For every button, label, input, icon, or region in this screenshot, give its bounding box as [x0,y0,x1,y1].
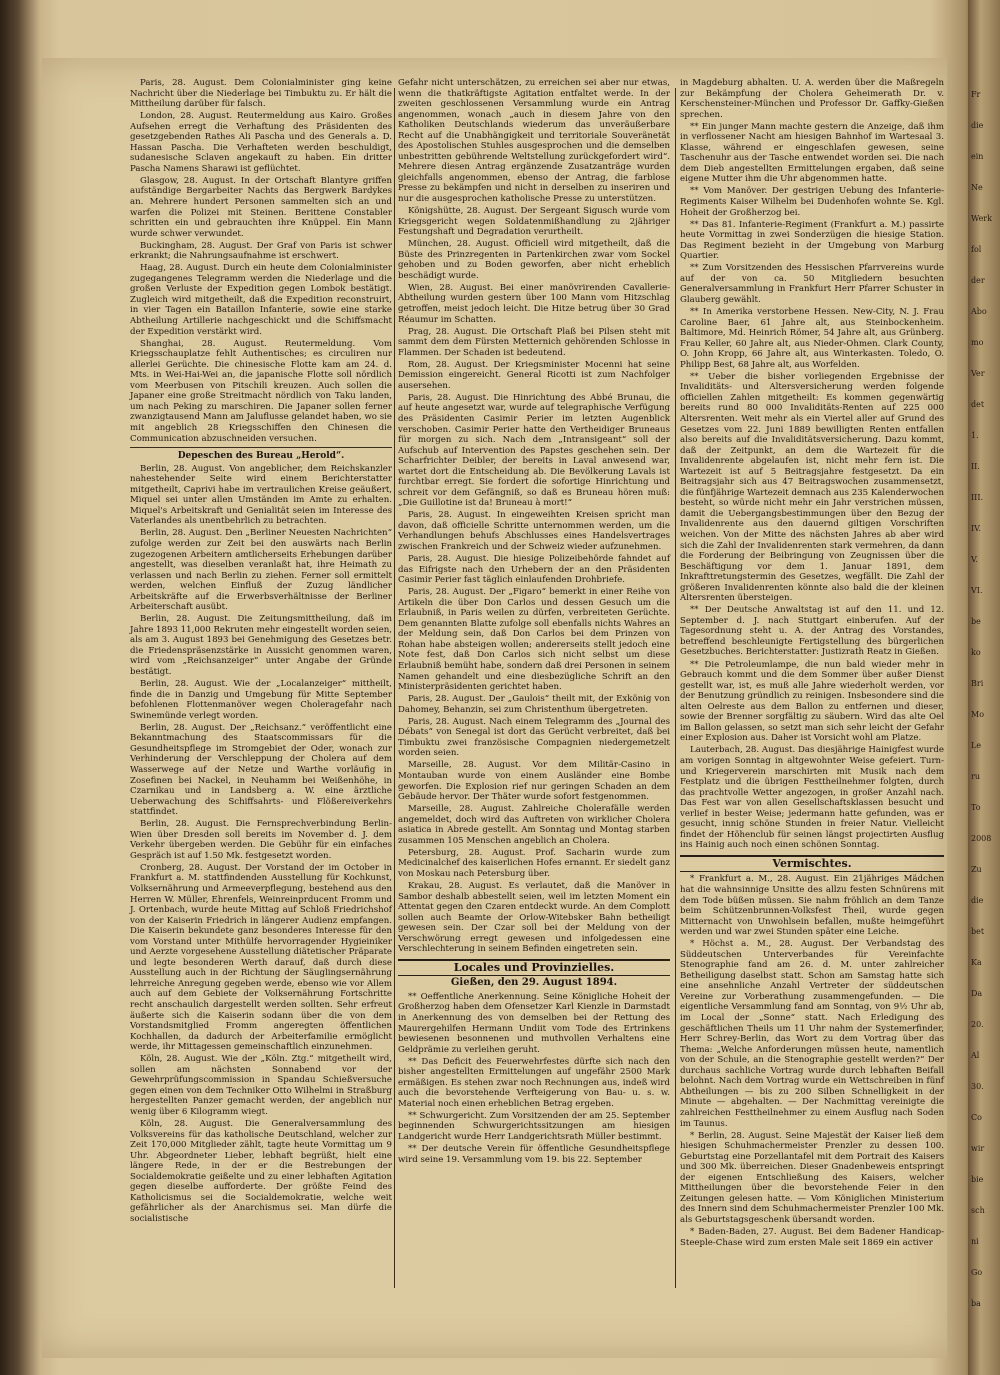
edge-fragment: bet [971,927,985,936]
edge-fragment: Werk [971,214,992,223]
dateline: Gießen, den 29. August 1894. [450,977,618,989]
article: Paris, 28. August. Die Hinrichtung des Abbé Brunau, die auf heute angesetzt war, wurde auf telegraphische Verfügung des Präsidenten Casimir Perier im letzten Augenblick verschoben. Casimir Perier hatte den Vertheidiger Bruneaus für morgen zu sich. Nach dem „Intransigeant“ soll der Aufschub auf Intervention des Papstes geschehen sein. Der Scharfrichter Deibler, der bereits in Laval anwesend war, wartet dort die Entscheidung ab. Die Bevölkerung Lavals ist furchtbar erregt. Sie fordert die sofortige Hinrichtung und schreit vor dem Gefängniß, so daß es Bruneau hören muß: „Die Guillotine ist da! Bruneau à mort!“ [398,392,670,509]
edge-fragment: det [971,400,985,409]
article: Paris, 28. August. Der „Figaro“ bemerkt in einer Reihe von Artikeln die über Don Carlos und dessen Gesuch um die Erlaubniß, in Paris weilen zu dürfen, verbreiteten Gerüchte. Dem genannten Blatte zufolge soll ebenfalls nichts Wahres an der Meldung sein, daß Don Carlos bei dem Prinzen von Rohan habe absteigen wollen; andererseits stellt jedoch eine Note fest, daß Don Carlos sich nicht selbst um diese Erlaubniß bemüht habe, sondern daß drei Personen in seinem Namen gehandelt und eine diesbezügliche Schrift an den Ministerpräsidenten gerichtet haben. [398,587,670,693]
edge-fragment: be [971,617,981,626]
edge-fragment: die [971,896,984,905]
article: Berlin, 28. August. Die Fernsprechverbindung Berlin-Wien über Dresden soll bereits im November d. J. dem Verkehr übergeben werden. Die Gebühr für ein einfaches Gespräch ist auf 1.50 Mk. festgesetzt worden. [130,819,392,861]
article: Paris, 28. August. In eingeweihten Kreisen spricht man davon, daß officielle Schritte unternommen werden, um die Verhandlungen behufs Abschlusses eines Handelsvertrages zwischen Frankreich und der Schweiz wieder aufzunehmen. [398,510,670,553]
edge-fragment: Zu [971,865,982,874]
edge-fragment: Da [971,989,983,998]
article: Wien, 28. August. Bei einer manövrirenden Cavallerie-Abtheilung wurden gestern über 100 Mann vom Hitzschlag getroffen, meist jedoch leicht. Die Hitze betrug über 30 Grad Réaumur im Schatten. [398,282,670,325]
article: ** Der Deutsche Anwaltstag ist auf den 11. und 12. September d. J. nach Stuttgart einberufen. Auf der Tagesordnung steht u. A. der Antrag des Vorstandes, betreffend beschleunigte Fertigstellung des bürgerlichen Gesetzbuches. Berichterstatter: Justizrath Reatz in Gießen. [680,605,944,658]
article: ** In Amerika verstorbene Hessen. New-City, N. J. Frau Caroline Baer, 61 Jahre alt, aus Steinbockenheim. Baltimore, Md. Heinrich Römer, 54 Jahre alt, aus Grünberg. Frau Keller, 60 Jahre alt, aus Nieder-Ohmen. Clark County, O. John Kropp, 66 Jahre alt, aus Winterkasten. Toledo, O. Philipp Best, 68 Jahre alt, aus Worfelden. [680,306,944,370]
article: Köln, 28. August. Die Generalversammlung des Volksvereins für das katholische Deutschland, welcher zur Zeit 170,000 Mitglieder zählt, tagte heute Vormittag um 9 Uhr. Abgeordneter Lieber, lebhaft begrüßt, hielt eine längere Rede, in der er die Bestrebungen der Socialdemokratie geißelte und zu einer lebhaften Agitation gegen dieselbe aufforderte. Der größte Feind des Katholicismus sei die Socialdemokratie, welche weit gefährlicher als der Anarchismus sei. Man dürfe die socialistische [130,1119,392,1224]
article: Rom, 28. August. Der Kriegsminister Mocenni hat seine Demission eingereicht. General Ricotti ist zum Nachfolger ausersehen. [398,359,670,391]
edge-fragment: der [971,276,985,285]
edge-fragment: II. [971,462,980,471]
edge-fragment: Fr [971,90,981,99]
article: Berlin, 28. August. Der „Reichsanz.“ veröffentlicht eine Bekanntmachung des Staatscommissars für die Gesundheitspflege im Stromgebiet der Oder, wonach zur Verhinderung der Verschleppung der Cholera auf dem Wasserwege auf der Netze und Warthe vorläufig in Zosefinen bei Nackel, in Neuhamm bei Weißenhöhe, in Czarnikau und in Landsberg a. W. eine ärztliche Ueberwachung des Schiffsahrts- und Flößereiverkehrs stattfindet. [130,722,392,818]
edge-fragment: III. [971,493,984,502]
article: Haag, 28. August. Durch ein heute dem Colonialminister zugegangenes Telegramm werden die Niederlage und die großen Verluste der Expedition gegen Lombok bestätigt. Zugleich wird mitgetheilt, daß die Expedition reconstruirt, in vier Tagen ein Bataillon Infanterie, sowie eine starke Abtheilung Artillerie nachgeschickt und die Schiffsmacht der Expedition verstärkt wird. [130,263,392,337]
section-heading-locales: Locales und Provinzielles. [398,959,670,977]
article: Berlin, 28. August. Wie der „Localanzeiger“ mittheilt, finde die in Danzig und Umgebung für Mitte September befohlenen Flottenmanöver wegen Choleragefahr nach Swinemünde verlegt worden. [130,679,392,721]
article: * Baden-Baden, 27. August. Bei dem Badener Handicap-Steeple-Chase wird zum ersten Male seit 1869 ein activer [680,1226,944,1248]
article: * Berlin, 28. August. Seine Majestät der Kaiser ließ dem hiesigen Schuhmachermeister Prenzler zu dessen 100. Geburtstag eine Porzellantafel mit dem Portrait des Kaisers und 300 Mk. überreichen. Dieser Gnadenbeweis entspringt der eigenen Entschließung des Kaisers, welcher Mittheilungen über die bevorstehende Feier in den Zeitungen gelesen hatte. — Vom Königlichen Ministerium des Innern sind dem Schuhmachermeister Prenzler 100 Mk. als Geburtstagsgeschenk übersandt worden. [680,1130,944,1225]
article: Köln, 28. August. Wie der „Köln. Ztg.“ mitgetheilt wird, sollen am nächsten Sonnabend vor der Gewehrprüfungscommission in Spandau Schießversuche gegen einen von dem Techniker Otto Wilhelmi in Straßburg hergestellten Panzer gemacht werden, der angeblich nur wenig über 6 Kilogramm wiegt. [130,1054,392,1117]
article: Prag, 28. August. Die Ortschaft Plaß bei Pilsen steht mit sammt dem dem Fürsten Metternich gehörenden Schlosse in Flammen. Der Schaden ist bedeutend. [398,326,670,358]
article: ** Ueber die bisher vorliegenden Ergebnisse der Invaliditäts- und Altersversicherung werden folgende officiellen Zahlen mitgetheilt: Es kommen gegenwärtig bereits rund 80 000 Invaliditäts-Renten auf 225 000 Altersrenten. Weit mehr als ein Viertel aller auf Grund des Gesetzes vom 22. Juni 1889 bewilligten Renten entfallen also bereits auf die Invaliditätsversicherung. Dazu kommt, daß der Zeitpunkt, an dem die Wartezeit für die Invalidenrente abgelaufen ist, nicht mehr fern ist. Die Wartezeit ist auf 5 Beitragsjahre festgesetzt. Da ein Beitragsjahr sich aus 47 Beitragswochen zusammensetzt, die fünfjährige Wartezeit demnach aus 235 Kalenderwochen besteht, so würde nicht mehr ein Jahr verstrichen müssen, damit die Uebergangsbestimmungen über den Bezug der Invalidenrente aus den dauernd giltigen Vorschriften weichen. Von der Mitte des nächsten Jahres ab aber wird sich die Zahl der Invalidenrenten stark vermehren, da dann die Forderung der Beibringung von Zeugnissen über die Beschäftigung vor dem 1. Januar 1891, dem Inkrafttretungstermin des Gesetzes, wegfällt. Die Zahl der größeren Invalidenrenten könnte also bald die der kleinen Altersrenten übersteigen. [680,371,944,604]
article: ** Oeffentliche Anerkennung. Seine Königliche Hoheit der Großherzog haben dem Ofensetzer Karl Kienzle in Darmstadt in Anerkennung des von demselben bei der Rettung des Maurergehilfen Hermann Undiit vom Tode des Ertrinkens bewiesenen besonnenen und muthvollen Verhaltens eine Geldprämie zu verleihen geruht. [398,991,670,1055]
edge-fragment: ru [971,772,980,781]
column-1 [130,78,392,1226]
edge-fragment: ni [971,1237,979,1246]
edge-fragment: Go [971,1268,983,1277]
article: Paris, 28. August. Nach einem Telegramm des „Journal des Débats“ von Senegal ist dort das Gerücht verbreitet, daß bei Timbuktu zwei französische Compagnien niedergemetzelt worden seien. [398,716,670,759]
article: Paris, 28. August. Dem Colonialminister ging keine Nachricht über die Niederlage bei Timbuktu zu. Er hält die Mittheilung darüber für falsch. [130,78,392,110]
article: München, 28. August. Officiell wird mitgetheilt, daß die Büste des Prinzregenten in Partenkirchen zwar vom Sockel gehoben und zu Boden geworfen, aber nicht erheblich beschädigt wurde. [398,239,670,281]
article: Berlin, 28. August. Den „Berliner Neuesten Nachrichten“ zufolge werden zur Zeit bei den auswärts nach Berlin zugezogenen Arbeitern amtlicherseits Erhebungen darüber angestellt, was dieselben veranlaßt hat, ihre Heimath zu verlassen und nach Berlin zu ziehen. Ferner soll ermittelt werden, welchen Einfluß der Zuzug ländlicher Arbeitskräfte auf die Erwerbsverhältnisse der Berliner Arbeiterschaft ausübt. [130,528,392,613]
article: Paris, 28. August. Der „Gaulois“ theilt mit, der Exkönig von Dahomey, Behanzin, sei zum Christenthum übergetreten. [398,694,670,715]
article: Lauterbach, 28. August. Das diesjährige Hainigfest wurde am vorigen Sonntag in altgewohnter Weise gefeiert. Turn- und Kriegerverein marschirten mit Musik nach dem Festplatz und die übrigen Festtheilnehmer folgten, durch das prachtvolle Wetter angezogen, in großer Anzahl nach. Das Fest war von allen Gesellschaftsklassen besucht und verlief in bester Weise; jedermann hatte gefunden, was er gesucht, innig schöne Stunden in freier Natur. Vielleicht findet der Höhenclub für seinen längst projectirten Ausflug ins Hainig auch noch einen schönen Sonntag. [680,745,944,851]
edge-fragment: Ka [971,958,982,967]
column-rule [394,88,395,1288]
edge-fragment: bie [971,1175,984,1184]
edge-fragment: sch [971,1206,985,1215]
edge-fragment: VI. [971,586,983,595]
article: Paris, 28. August. Die hiesige Polizeibehörde fahndet auf das Eifrigste nach den Urhebern der an den Präsidenten Casimir Perier fast täglich einlaufenden Drohbriefe. [398,554,670,586]
column-2 [398,78,670,1167]
edge-fragment: mo [971,338,984,347]
article: ** Zum Vorsitzenden des Hessischen Pfarrvereins wurde auf der von ca. 50 Mitgliedern besuchten Generalversammlung in Frankfurt Herr Pfarrer Schuster in Glauberg gewählt. [680,263,944,305]
article: ** Ein junger Mann machte gestern die Anzeige, daß ihm in verflossener Nacht am hiesigen Bahnhof im Wartesaal 3. Klasse, während er eingeschlafen gewesen, seine Taschenuhr aus der Tasche entwendet worden sei. Die nach dem Dieb angestellten Ermittelungen ergaben, daß seine eigene Mutter ihm die Uhr abgenommen hatte. [680,121,944,185]
edge-fragment: 2008 [971,834,992,843]
column-rule [675,88,676,1288]
article: ** Der deutsche Verein für öffentliche Gesundheitspflege wird seine 19. Versammlung vom 19. bis 22. September [398,1144,670,1165]
article: London, 28. August. Reutermeldung aus Kairo. Großes Aufsehen erregt die Verhaftung des Präsidenten des gesetzgebenden Rathes Ali Pascha und des Generals a. D. Hassan Pascha. Die Verhafteten werden beschuldigt, sudanesische Sclaven angekauft zu haben. Ein dritter Pascha Namens Sharawi ist geflüchtet. [130,111,392,174]
edge-fragment: 30. [971,1082,984,1091]
article: Marseille, 28. August. Vor dem Militär-Casino in Montauban wurde von einem Ausländer eine Bombe geworfen. Die Explosion rief nur geringen Schaden an dem Gebäude hervor. Der Thäter wurde sofort festgenommen. [398,760,670,803]
article: ** Schwurgericht. Zum Vorsitzenden der am 25. September beginnenden Schwurgerichtssitzungen am hiesigen Landgericht wurde Herr Landgerichtsrath Müller bestimmt. [398,1110,670,1142]
article: Marseille, 28. August. Zahlreiche Cholerafälle werden angemeldet, doch wird das Auftreten von wirklicher Cholera asiatica in Abrede gestellt. Am Sonntag und Montag starben zusammen 105 Menschen angeblich an Cholera. [398,804,670,846]
edge-fragment: Al [971,1051,980,1060]
adjacent-page-edge [968,0,1000,1375]
article: in Magdeburg abhalten. U. A. werden über die Maßregeln zur Bekämpfung der Cholera Geheimerath Dr. v. Kerschensteiner-München und Professor Dr. Gaffky-Gießen sprechen. [680,78,944,120]
edge-fragment: ko [971,648,981,657]
article: Shanghai, 28. August. Reutermeldung. Vom Kriegsschauplatze fehlt Authentisches; es circuliren nur allerlei Gerüchte. Die chinesische Flotte kam am 24. d. Mts. in Wei-Hai-Wei an, die japanische Flotte soll nördlich vom Meerbusen von Pitschili kreuzen. Auch sollen die Japaner eine große Streitmacht nördlich von Taku landen, um nach Peking zu marschiren. Die Japaner sollen ferner zwanzigtausend Mann am Jaluflusse gelandet haben, wo sie mit angeblich 28 Kriegsschiffen den Chinesen die Communication abzuschneiden versuchen. [130,338,392,444]
edge-fragment: 1. [971,431,979,440]
article: Glasgow, 28. August. In der Ortschaft Blantyre griffen aufständige Bergarbeiter Nachts das Bergwerk Bardykes an. Mehrere hundert Personen sammelten sich an und warfen die Polizei mit Steinen. Berittene Constabler schritten ein und gebrauchten ihre Knüppel. Ein Mann wurde schwer verwundet. [130,175,392,239]
section-heading-vermischtes: Vermischtes. [680,855,944,873]
edge-fragment: To [971,803,981,812]
article: Buckingham, 28. August. Der Graf von Paris ist schwer erkrankt; die Nahrungsaufnahme ist erschwert. [130,240,392,262]
edge-fragment: die [971,121,984,130]
article: Gefahr nicht unterschätzen, zu erreichen sei aber nur etwas, wenn die thatkräftigste Agitation entfaltet werde. In der zweiten geschlossenen Versammlung wurde ein Antrag angenommen, wonach „auch in diesem Jahre von den Katholiken Deutschlands wiederum das unveräußerbare Recht auf die Unabhängigkeit und territoriale Souveränetät des Apostolischen Stuhles ausgesprochen und die demselben unbestritten gebührende Weltstellung zurückgefordert wird“. Mehrere diesen Antrag ergänzende Zusatzanträge wurden gleichfalls angenommen, ebenso der Antrag, die farblose Presse zu bekämpfen und nicht in derselben zu inseriren und nur die ausgesprochen katholische Presse zu unterstützen. [398,78,670,205]
edge-fragment: 20. [971,1020,984,1029]
edge-fragment: Bri [971,679,984,688]
edge-fragment: IV. [971,524,982,533]
section-heading-herold: Depeschen des Bureau „Herold“. [177,451,345,462]
edge-fragment: Ne [971,183,983,192]
article: Petersburg, 28. August. Prof. Sacharin wurde zum Medicinalchef des kaiserlichen Hofes ernannt. Er siedelt ganz von Moskau nach Petersburg über. [398,847,670,879]
column-3 [680,78,944,1250]
edge-fragment: Abo [971,307,987,316]
article: ** Das 81. Infanterie-Regiment (Frankfurt a. M.) passirte heute Vormittag in zwei Sonderzügen die hiesige Station. Das Regiment bezieht in der Umgebung von Marburg Quartier. [680,219,944,262]
article: Berlin, 28. August. Die Zeitungsmittheilung, daß im Jahre 1893 11,000 Rekruten mehr eingestellt worden seien, als am 3. August 1893 bei Genehmigung des Gesetzes betr. die Friedenspräsenzstärke in Aussicht genommen waren, wird vom „Reichsanzeiger“ unter Angabe der Gründe bestätigt. [130,614,392,678]
article: * Höchst a. M., 28. August. Der Verbandstag des Süddeutschen Unterverbandes für Vereinfachte Stenographie fand am 26. d. M. unter zahlreicher Betheiligung daselbst statt. Schon am Samstag hatte sich eine ansehnliche Anzahl Vertreter der süddeutschen Vereine zur Vorberathung zusammengefunden. — Die eigentliche Versammlung fand am Sonntag, von 9½ Uhr ab, im Local der „Sonne“ statt. Nach Erledigung des geschäftlichen Theils um 11 Uhr nahm der Systemerfinder, Herr Schrey-Berlin, das Wort zu dem Vortrag über das Thema: „Welche Anforderungen müssen heute, namentlich von der Schule, an die Stenographie gestellt werden?“ Der durchaus sachliche Vortrag wurde durch lebhaften Beifall belohnt. Nach dem Vortrag wurde ein Wettschreiben in fünf Abtheilungen — bis zu 200 Silben Schnelligkeit in der Minute — abgehalten. — Der Nachmittag vereinigte die zahlreichen Festtheilnehmer zu einem Ausflug nach Soden im Taunus. [680,939,944,1129]
article: Berlin, 28. August. Von angeblicher, dem Reichskanzler nahestehender Seite wird einem Berichterstatter mitgetheilt, Caprivi habe im vertraulichen Kreise geäußert, Miquel sei unter allen Umständen im Amte zu erhalten. Miquel's Arbeitskraft und Genialität seien im Interesse des Vaterlandes als unentbehrlich zu betrachten. [130,463,392,527]
article: Krakau, 28. August. Es verlautet, daß die Manöver in Sambor deshalb abbestellt seien, weil im letzten Moment ein Attentat gegen den Czaren entdeckt wurde. An dem Complott sollen auch Beamte der Orlow-Witebsker Bahn betheiligt gewesen sein. Der Czar soll bei der Meldung von der Verschwörung erregt gewesen und infolgedessen eine Verschlechterung in seinem Befinden eingetreten sein. [398,880,670,955]
article: * Frankfurt a. M., 28. August. Ein 21jähriges Mädchen hat die wahnsinnige Unsitte des allzu festen Schnürens mit dem Tode büßen müssen. Sie nahm fröhlich an dem Tanze beim Schützenbrunnen-Volksfest Theil, wurde gegen Mitternacht von Unwohlsein befallen, mußte heimgeführt werden und war zwei Stunden später eine Leiche. [680,874,944,938]
edge-fragment: fol [971,245,982,254]
edge-fragment: V. [971,555,978,564]
article: ** Die Petroleumlampe, die nun bald wieder mehr in Gebrauch kommt und die dem Sommer über außer Dienst gestellt war, ist, es muß alle Jahre wiederholt werden, vor der Benutzung gründlich zu reinigen. Insbesondere sind die alten Oelreste aus dem Ballon zu entfernen und dieser, sowie der Brenner sorgfältig zu säubern. Wird das alte Oel im Ballon gelassen, so setzt man sich sehr leicht der Gefahr einer Explosion aus. Daher ist Vorsicht wohl am Platze. [680,659,944,744]
article: ** Vom Manöver. Der gestrigen Uebung des Infanterie-Regiments Kaiser Wilhelm bei Dudenhofen wohnte Se. Kgl. Hoheit der Großherzog bei. [680,186,944,218]
section-rule [130,447,392,448]
edge-fragment: Mo [971,710,985,719]
article: ** Das Deficit des Feuerwehrfestes dürfte sich nach den bisher angestellten Ermittelungen auf ungefähr 2500 Mark ermäßigen. Es stehen zwar noch Rechnungen aus, indeß wird auch die bevorstehende Verfteigerung von Bau- u. s. w. Material noch einen erheblichen Betrag ergeben. [398,1056,670,1109]
article: Königshütte, 28. August. Der Sergeant Sigusch wurde vom Kriegsgericht wegen Soldatenmißhandlung zu 2jähriger Festungshaft und Degradation verurtheilt. [398,206,670,238]
edge-fragment: Ver [971,369,985,378]
article: Cronberg, 28. August. Der Vorstand der im October in Frankfurt a. M. stattfindenden Ausstellung für Kochkunst, Volksernährung und Armeeverpflegung, bestehend aus den Herren W. Müller, Ehrenfels, Weinreinprducent Fromm und J. Ortenbach, wurde heute Mittag auf Schloß Friedrichshof von der Kaiserin Friedrich in längerer Audienz empfangen. Die Kaiserin bekundete ganz besonderes Interesse für den vom Vorstand unter Mithülfe hervorragender Hygieiniker und Aerzte vorgesehene Ausstellung diätetischer Präparate und legte besonderen Werth darauf, daß durch diese Ausstellung auch in der Richtung der Säuglingsernährung lehrreiche Anregung gegeben werde, ebenso wie vor Allem auch auf dem Gebiete der Volksernährung Fortschritte recht anschaulich dargestellt werden sollten. Sehr erfreut äußerte sich die Kaiserin sodann über die von dem Vorstandsmitglied Fromm angeregten öffentlichen Kochhallen, da dadurch der Arbeiterfamilie ermöglicht werde, ihr Mittagessen gemeinschaftlich einzunehmen. [130,862,392,1053]
edge-fragment: Le [971,741,982,750]
edge-fragment: wir [971,1144,985,1153]
edge-fragment: ba [971,1299,981,1308]
edge-fragment: Co [971,1113,982,1122]
edge-fragment: ein [971,152,984,161]
